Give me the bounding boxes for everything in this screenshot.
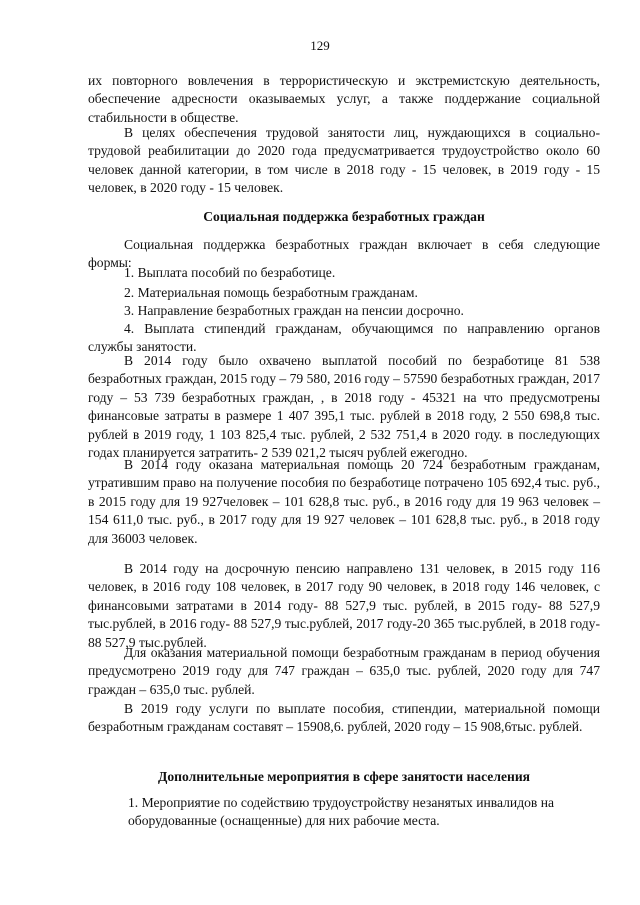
paragraph: В 2014 году оказана материальная помощь 20 724 безработным гражданам, утратившим право на получение пособия по безработице потрачено 105 692,4 тыс. руб., в 2015 году для 19 927человек – 101 628,8 тыс. руб., в 2016 году для 19 963 человек – 154 611,0 тыс. руб., в 2017 году для 19 927 человек – 101 628,8 тыс. руб., в 2018 году для 36003 человек. [88, 457, 600, 546]
section-heading: Дополнительные мероприятия в сфере занятости населения [157, 769, 531, 784]
paragraph: Социальная поддержка безработных граждан включает в себя следующие формы: [88, 237, 600, 271]
list-item: 1. Мероприятие по содействию трудоустройству незанятых инвалидов на оборудованные (оснащенные) для них рабочие места. [128, 795, 555, 829]
paragraph: 2. Материальная помощь безработным гражданам. [124, 285, 418, 300]
paragraph: В 2014 году на досрочную пенсию направлено 131 человек, в 2015 году 116 человек, в 2016 году 108 человек, в 2017 году 90 человек, в 2018 году 146 человек, с финансовыми затратами в 2014 году- 88 527,9 тыс. рублей, в 2015 году- 88 527,9 тыс.рублей, в 2016 году- 88 527,9 тыс.рублей, 2017 году-20 365 тыс.рублей, в 2018 году- 88 527,9 тыс.рублей. [88, 561, 600, 650]
page-number: 129 [310, 38, 330, 53]
section-heading: Социальная поддержка безработных граждан [203, 209, 485, 224]
paragraph: Для оказания материальной помощи безработным гражданам в период обучения предусмотрено 2019 году для 747 граждан – 635,0 тыс. рублей, 2020 году для 747 граждан – 635,0 тыс. рублей. [88, 645, 600, 697]
paragraph: 4. Выплата стипендий гражданам, обучающимся по направлению органов службы занятости. [88, 321, 600, 355]
paragraph: В 2019 году услуги по выплате пособия, стипендии, материальной помощи безработным гражданам составят – 15908,6. рублей, 2020 году – 15 908,6тыс. рублей. [88, 701, 600, 735]
paragraph: 3. Направление безработных граждан на пенсии досрочно. [124, 303, 464, 318]
paragraph: В 2014 году было охвачено выплатой пособий по безработице 81 538 безработных граждан, 2015 году – 79 580, 2016 году – 57590 безработных граждан, 2017 году – 53 739 безработных граждан, , в 2018 году - 45321 на что предусмотрены финансовые затраты в размере 1 407 395,1 тыс. рублей в 2018 году, 2 550 698,8 тыс. рублей в 2019 году, 1 103 825,4 тыс. рублей, 2 532 751,4 в 2020 году. в последующих годах планируется затратить- 2 539 021,2 тысяч рублей ежегодно. [88, 353, 600, 461]
paragraph: их повторного вовлечения в террористическую и экстремистскую деятельность, обеспечение адресности оказываемых услуг, а также поддержание социальной стабильности в обществе. [88, 73, 600, 125]
paragraph: В целях обеспечения трудовой занятости лиц, нуждающихся в социально-трудовой реабилитации до 2020 года предусматривается трудоустройство около 60 человек данной категории, в том числе в 2018 году - 15 человек, в 2019 году - 15 человек, в 2020 году - 15 человек. [88, 125, 600, 196]
paragraph: 1. Выплата пособий по безработице. [124, 265, 336, 280]
